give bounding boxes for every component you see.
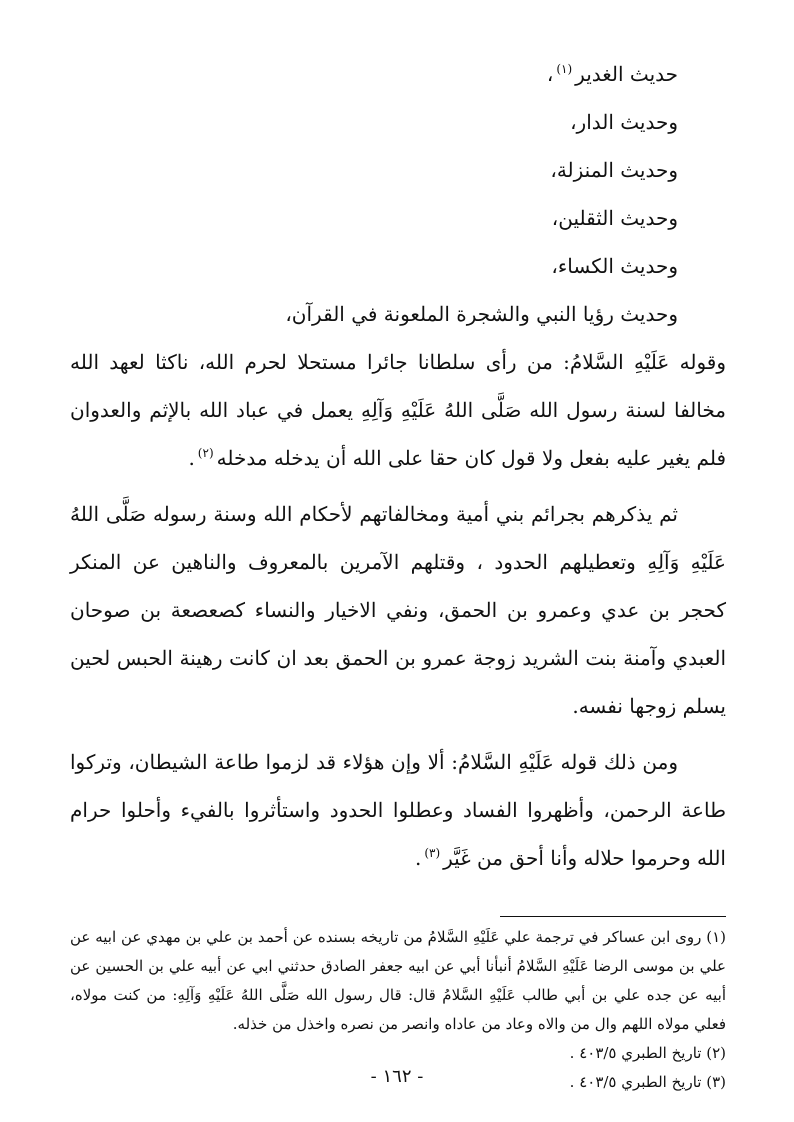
footnote-3: (٣) تاريخ الطبري ٤٠٣/٥ . — [569, 1073, 726, 1091]
paragraph-saying — [70, 338, 726, 482]
paragraph-end: . — [188, 446, 195, 470]
footnote-divider — [500, 916, 726, 917]
list-item-manzila: وحديث المنزلة، — [550, 158, 678, 182]
paragraph-crimes: ثم يذكرهم بجرائم بني أمية ومخالفاتهم لأحكام الله وسنة رسوله صَلَّى اللهُ عَلَيْهِ وَآلِهِ وتعطيلهم الحدود ، وقتلهم الآمرين بالمعروف والناهين عن المنكر كحجر بن عدي وعمرو بن الحمق، ونفي الاخيار والنساء كصعصعة بن صوحان العبدي وآمنة بنت الشريد زوجة عمرو بن الحمق بعد ان كانت رهينة الحبس لحين يسلم زوجها نفسه. — [70, 502, 726, 718]
list-item-ghadir — [70, 50, 678, 98]
list-item-kisa: وحديث الكساء، — [551, 254, 678, 278]
hadith-list — [70, 50, 726, 338]
list-item-dar: وحديث الدار، — [570, 110, 678, 134]
list-item-punct: ، — [546, 62, 554, 86]
paragraph-text: وقوله عَلَيْهِ السَّلامُ: من رأى سلطانا جائرا مستحلا لحرم الله، ناكثا لعهد الله مخالفا لسنة رسول الله صَلَّى اللهُ عَلَيْهِ وَآلِهِ يعمل في عباد الله بالإثم والعدوان فلم يغير عليه بفعل ولا قول كان حقا على الله أن يدخله مدخله — [70, 350, 726, 470]
footnote-ref-1: (١) — [556, 62, 573, 77]
paragraph-text: ومن ذلك قوله عَلَيْهِ السَّلامُ: ألا وإن هؤلاء قد لزموا طاعة الشيطان، وتركوا طاعة الرحمن، وأظهروا الفساد وعطلوا الحدود واستأثروا بالفيء وأحلوا حرام الله وحرموا حلاله وأنا أحق من غَيَّر — [70, 750, 726, 870]
footnote-ref-3: (٣) — [424, 846, 441, 861]
list-item-text: حديث الغدير — [575, 62, 678, 86]
page-content — [70, 50, 726, 1110]
list-item-ruya: وحديث رؤيا النبي والشجرة الملعونة في القرآن، — [285, 302, 678, 326]
page-number: - ١٦٢ - — [370, 1066, 424, 1087]
paragraph-end: . — [414, 846, 422, 870]
footnote-2: (٢) تاريخ الطبري ٤٠٣/٥ . — [569, 1044, 726, 1062]
list-item-thaqalayn: وحديث الثقلين، — [551, 206, 678, 230]
footnote-ref-2: (٢) — [197, 446, 214, 461]
paragraph-quote — [70, 738, 726, 882]
footnote-1: (١) روى ابن عساكر في ترجمة علي عَلَيْهِ السَّلامُ من تاريخه بسنده عن أحمد بن علي بن مهدي عن ابيه عن علي بن موسى الرضا عَلَيْهِ السَّلامُ أنبأنا أبي عن ابيه جعفر الصادق حدثني ابي عن أبيه علي بن الحسين عن أبيه عن جده علي بن أبي طالب عَلَيْهِ السَّلامُ قال: قال رسول الله صَلَّى اللهُ عَلَيْهِ وَآلِهِ: من كنت مولاه، فعلي مولاه اللهم وال من والاه وعاد من عاداه وانصر من نصره واخذل من خذله. — [70, 928, 726, 1033]
